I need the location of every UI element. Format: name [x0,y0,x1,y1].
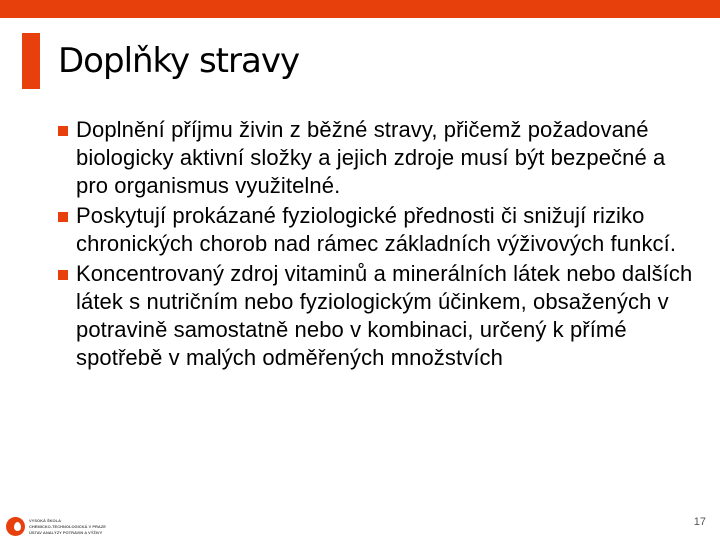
title-accent-bar [22,33,40,89]
slide-title: Doplňky stravy [58,41,300,81]
logo-circle-icon [6,517,25,536]
square-bullet-icon [58,212,68,222]
logo-line: ÚSTAV ANALÝZY POTRAVIN A VÝŽIVY [29,530,103,535]
top-accent-bar [0,0,720,18]
bullet-item [58,202,698,258]
bullet-text: Poskytují prokázané fyziologické přednosti či snižují riziko chronických chorob nad rámec základních výživových funkcí. [76,203,677,256]
logo-text [29,518,106,536]
square-bullet-icon [58,270,68,280]
page-number: 17 [693,516,706,528]
logo-line: CHEMICKO-TECHNOLOGICKÁ V PRAZE [29,524,106,529]
logo-line: VYSOKÁ ŠKOLA [29,518,62,523]
bullet-list [58,116,698,374]
bullet-item [58,260,698,372]
institution-logo [4,516,154,538]
drop-icon [14,522,21,531]
bullet-item [58,116,698,200]
bullet-text: Doplnění příjmu živin z běžné stravy, přičemž požadované biologicky aktivní složky a jejich zdroje musí být bezpečné a pro organismus využitelné. [76,117,666,198]
square-bullet-icon [58,126,68,136]
bullet-text: Koncentrovaný zdroj vitaminů a minerálních látek nebo dalších látek s nutričním nebo fyziologickým účinkem, obsažených v potravině samostatně nebo v kombinaci, určený k přímé spotřebě v malých odměřených množstvích [76,261,693,370]
